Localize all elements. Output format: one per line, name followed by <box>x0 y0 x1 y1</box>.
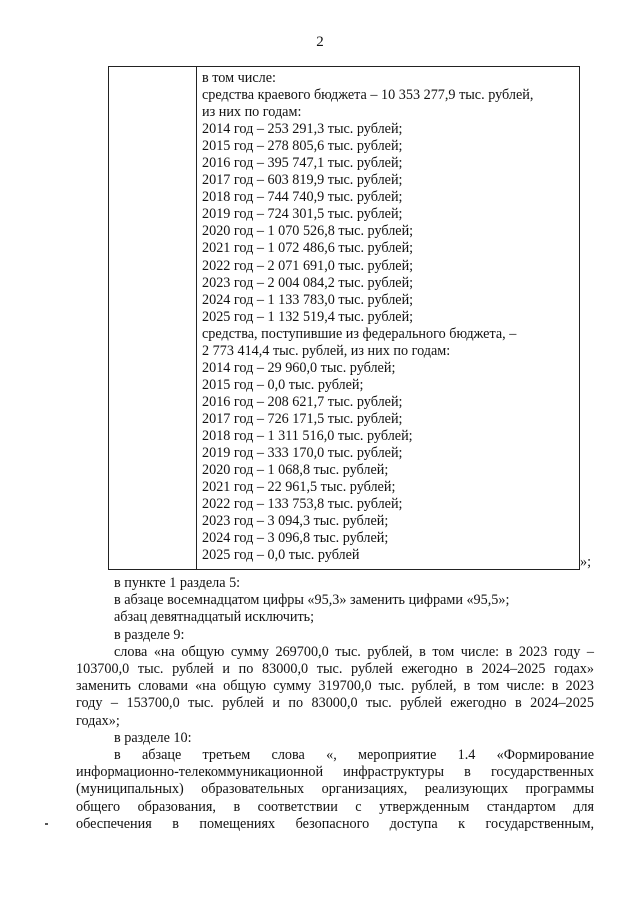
margin-mark <box>45 823 48 825</box>
table-line: 2025 год – 1 132 519,4 тыс. рублей; <box>202 308 414 325</box>
table-line: 2019 год – 724 301,5 тыс. рублей; <box>202 206 403 223</box>
paragraph: в разделе 9: <box>114 626 185 643</box>
table-line: 2023 год – 2 004 084,2 тыс. рублей; <box>202 274 414 291</box>
amendment-text <box>76 575 594 833</box>
table-line: в том числе: <box>202 70 276 86</box>
table-line: 2021 год – 22 961,5 тыс. рублей; <box>202 479 396 496</box>
funding-table <box>108 66 580 570</box>
table-line: 2014 год – 29 960,0 тыс. рублей; <box>202 359 396 376</box>
table-line: 2018 год – 744 740,9 тыс. рублей; <box>202 189 403 206</box>
table-line: 2016 год – 208 621,7 тыс. рублей; <box>202 393 403 410</box>
table-closing-quote: »; <box>580 554 592 570</box>
paragraph-line: годах»; <box>76 712 120 729</box>
table-line: 2 773 414,4 тыс. рублей, из них по годам: <box>202 342 451 359</box>
table-line: 2024 год – 3 096,8 тыс. рублей; <box>202 530 389 547</box>
paragraph: абзац девятнадцатый исключить; <box>114 609 315 626</box>
table-line: средства краевого бюджета – 10 353 277,9 тыс. рублей, <box>202 87 534 104</box>
table-cell-funding-details <box>202 70 577 564</box>
table-line: 2017 год – 603 819,9 тыс. рублей; <box>202 172 403 189</box>
table-line: 2023 год – 3 094,3 тыс. рублей; <box>202 513 389 530</box>
page-number: 2 <box>316 34 324 50</box>
table-line: 2017 год – 726 171,5 тыс. рублей; <box>202 410 403 427</box>
table-line: 2022 год – 2 071 691,0 тыс. рублей; <box>202 257 414 274</box>
table-line: 2015 год – 0,0 тыс. рублей; <box>202 376 364 393</box>
paragraph-line: 103700,0 тыс. рублей и по 83000,0 тыс. рублей ежегодно в 2024–2025 годах» <box>76 661 594 678</box>
table-line: 2024 год – 1 133 783,0 тыс. рублей; <box>202 291 414 308</box>
paragraph-line: обеспечения в помещениях безопасного доступа к государственным, <box>76 815 594 832</box>
paragraph-line: в абзаце третьем слова «, мероприятие 1.4 «Формирование <box>114 747 594 764</box>
paragraph: в разделе 10: <box>114 729 192 746</box>
table-line: 2016 год – 395 747,1 тыс. рублей; <box>202 155 403 172</box>
table-line: 2020 год – 1 070 526,8 тыс. рублей; <box>202 223 414 240</box>
paragraph-line: заменить словами «на общую сумму 319700,0 тыс. рублей, в том числе: в 2023 <box>76 678 594 695</box>
paragraph-line: слова «на общую сумму 269700,0 тыс. рублей, в том числе: в 2023 году – <box>114 643 594 660</box>
table-line: из них по годам: <box>202 104 302 121</box>
table-line: 2019 год – 333 170,0 тыс. рублей; <box>202 445 403 462</box>
table-line: 2020 год – 1 068,8 тыс. рублей; <box>202 462 389 479</box>
column-divider <box>196 67 197 569</box>
table-line: 2018 год – 1 311 516,0 тыс. рублей; <box>202 427 413 444</box>
paragraph-line: году – 153700,0 тыс. рублей и по 83000,0 тыс. рублей ежегодно в 2024–2025 <box>76 695 594 712</box>
paragraph: в абзаце восемнадцатом цифры «95,3» заменить цифрами «95,5»; <box>114 592 510 609</box>
paragraph-line: общего образования, в соответствии с утвержденным стандартом для <box>76 798 594 815</box>
paragraph-line: информационно-телекоммуникационной инфраструктуры в государственных <box>76 764 594 781</box>
table-line: 2014 год – 253 291,3 тыс. рублей; <box>202 121 403 138</box>
table-line: 2015 год – 278 805,6 тыс. рублей; <box>202 138 403 155</box>
table-line: 2021 год – 1 072 486,6 тыс. рублей; <box>202 240 414 257</box>
table-line: 2022 год – 133 753,8 тыс. рублей; <box>202 496 403 513</box>
paragraph-line: (муниципальных) образовательных организациях, реализующих программы <box>76 781 594 798</box>
paragraph: в пункте 1 раздела 5: <box>114 575 241 591</box>
table-line: 2025 год – 0,0 тыс. рублей <box>202 547 360 564</box>
table-line: средства, поступившие из федерального бюджета, – <box>202 325 517 342</box>
